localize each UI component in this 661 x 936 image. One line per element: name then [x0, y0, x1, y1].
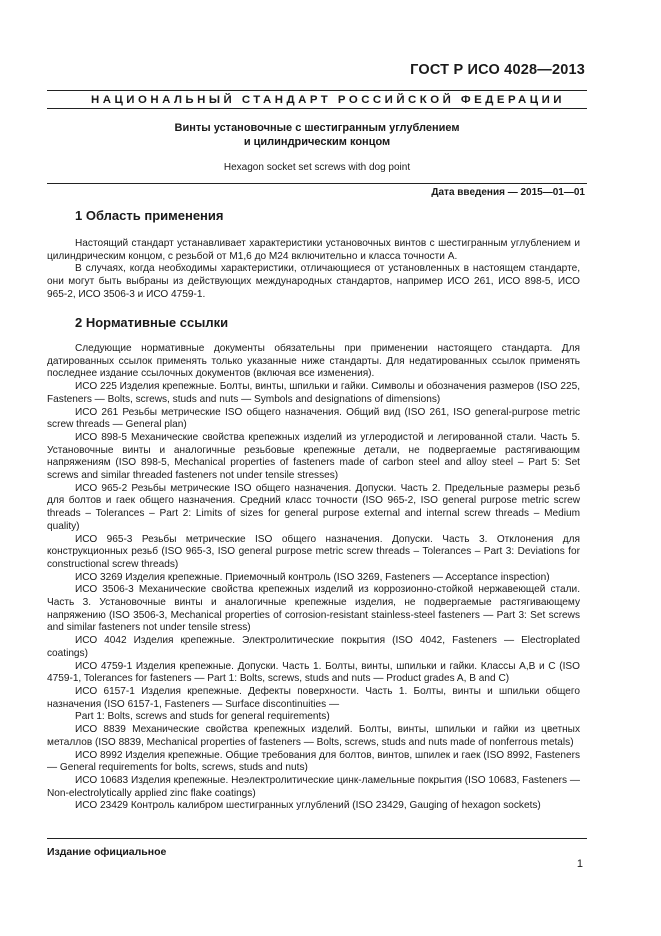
reference-item: ИСО 965-2 Резьбы метрические ISO общего назначения. Допуски. Часть 2. Предельные размеры резьб для болтов и гаек общего назначения. Средний класс точности (ISO 965-2, ISO general purpose metric screw threads – Tolerances – Part 2: Limits of sizes for general purpose external and internal screw threads – Medium quality) — [47, 482, 580, 532]
reference-item: ИСО 23429 Контроль калибром шестигранных углублений (ISO 23429, Gauging of hexagon sockets) — [75, 800, 541, 812]
introduction-date: Дата введения — 2015—01—01 — [431, 187, 585, 198]
reference-item: ИСО 8992 Изделия крепежные. Общие требования для болтов, винтов, шпилек и гаек (ISO 8992, Fasteners — General requirements for bolts, screws, studs and nuts) — [47, 749, 580, 774]
standard-designation: ГОСТ Р ИСО 4028—2013 — [410, 62, 585, 78]
reference-item: ИСО 225 Изделия крепежные. Болты, винты, шпильки и гайки. Символы и обозначения размеров (ISO 225, Fasteners — Bolts, screws, studs and nuts — Symbols and designations of dimensions) — [47, 381, 580, 405]
national-standard-banner: НАЦИОНАЛЬНЫЙ СТАНДАРТ РОССИЙСКОЙ ФЕДЕРАЦИИ — [91, 94, 565, 106]
document-title-en: Hexagon socket set screws with dog point — [223, 162, 411, 173]
header-rule-top — [47, 90, 587, 91]
reference-item-continuation: Part 1: Bolts, screws and studs for general requirements) — [75, 711, 330, 723]
header-rule-bottom — [47, 108, 587, 109]
section-2-heading: 2 Нормативные ссылки — [75, 315, 229, 330]
reference-item: ИСО 965-3 Резьбы метрические ISO общего назначения. Допуски. Часть 3. Отклонения для конструкционных резьб (ISO 965-3, ISO general purpose metric screw threads – Tolerances – Part 3: Deviations for constructional screw threads) — [47, 533, 580, 570]
paragraph: Следующие нормативные документы обязательны при применении настоящего стандарта. Для датированных ссылок применять только указанные ниже стандарты. Для недатированных ссылок применять последнее издание ссылочных документов (включая все изменения). — [47, 343, 580, 380]
page-number: 1 — [576, 858, 583, 870]
document-title-ru — [47, 122, 587, 149]
reference-item: ИСО 8839 Механические свойства крепежных изделий. Болты, винты, шпильки и гайки из цветных металлов (ISO 8839, Mechanical properties of fasteners — Bolts, screws, studs and nuts made of nonferrous metals) — [47, 724, 580, 748]
date-rule — [47, 183, 587, 184]
title-ru-line-1: Винты установочные с шестигранным углублением — [174, 122, 460, 134]
title-ru-line-2: и цилиндрическим концом — [243, 135, 391, 148]
reference-item: ИСО 4042 Изделия крепежные. Электролитические покрытия (ISO 4042, Fasteners — Electroplated coatings) — [47, 635, 580, 659]
reference-item: ИСО 898-5 Механические свойства крепежных изделий из углеродистой и легированной стали. Часть 5. Установочные винты и аналогичные резьбовые крепежные детали, не подвергаемые растягивающим напряжениям (ISO 898-5, Mechanical properties of fasteners made of carbon steel and alloy steel – Part 5: Set screws and similar threaded fasteners not under tensile stresses) — [47, 431, 580, 482]
section-2-body — [47, 343, 580, 813]
paragraph: Настоящий стандарт устанавливает характеристики установочных винтов с шестигранным углублением и цилиндрическим концом, с резьбой от М1,6 до М24 включительно и класса точности А. — [47, 238, 580, 262]
paragraph: В случаях, когда необходимы характеристики, отличающиеся от установленных в настоящем стандарте, они могут быть выбраны из действующих международных стандартов, например ИСО 261, ИСО 898-5, ИСО 965-2, ИСО 3506-3 и ИСО 4759-1. — [47, 263, 580, 300]
section-1-body — [47, 238, 580, 302]
reference-item: ИСО 261 Резьбы метрические ISO общего назначения. Общий вид (ISO 261, ISO general-purpose metric screw threads — General plan) — [47, 406, 580, 431]
reference-item: ИСО 3506-3 Механические свойства крепежных изделий из коррозионно-стойкой нержавеющей стали. Часть 3. Установочные винты и аналогичные крепежные изделия, не подвергаемые растягивающему напряжению (ISO 3506-3, Mechanical properties of corrosion-resistant stainless-steel fasteners — Part 3: Set screws and similar fasteners not under tensile stress) — [47, 584, 580, 634]
reference-item: ИСО 10683 Изделия крепежные. Неэлектролитические цинк-ламельные покрытия (ISO 10683, Fasteners — Non-electrolytically applied zinc flake coatings) — [47, 774, 580, 799]
official-edition-label: Издание официальное — [47, 846, 167, 858]
reference-item: ИСО 4759-1 Изделия крепежные. Допуски. Часть 1. Болты, винты, шпильки и гайки. Классы А,В и С (ISO 4759-1, Tolerances for fasteners — Part 1: Bolts, screws, studs and nuts — Product grades A, B and C) — [47, 660, 580, 685]
section-1-heading: 1 Область применения — [75, 208, 224, 223]
reference-item: ИСО 3269 Изделия крепежные. Приемочный контроль (ISO 3269, Fasteners — Acceptance inspection) — [75, 571, 550, 583]
footer-rule — [47, 838, 587, 839]
reference-item: ИСО 6157-1 Изделия крепежные. Дефекты поверхности. Часть 1. Болты, винты и шпильки общего назначения (ISO 6157-1, Fasteners — Surface discontinuities — — [47, 685, 580, 710]
